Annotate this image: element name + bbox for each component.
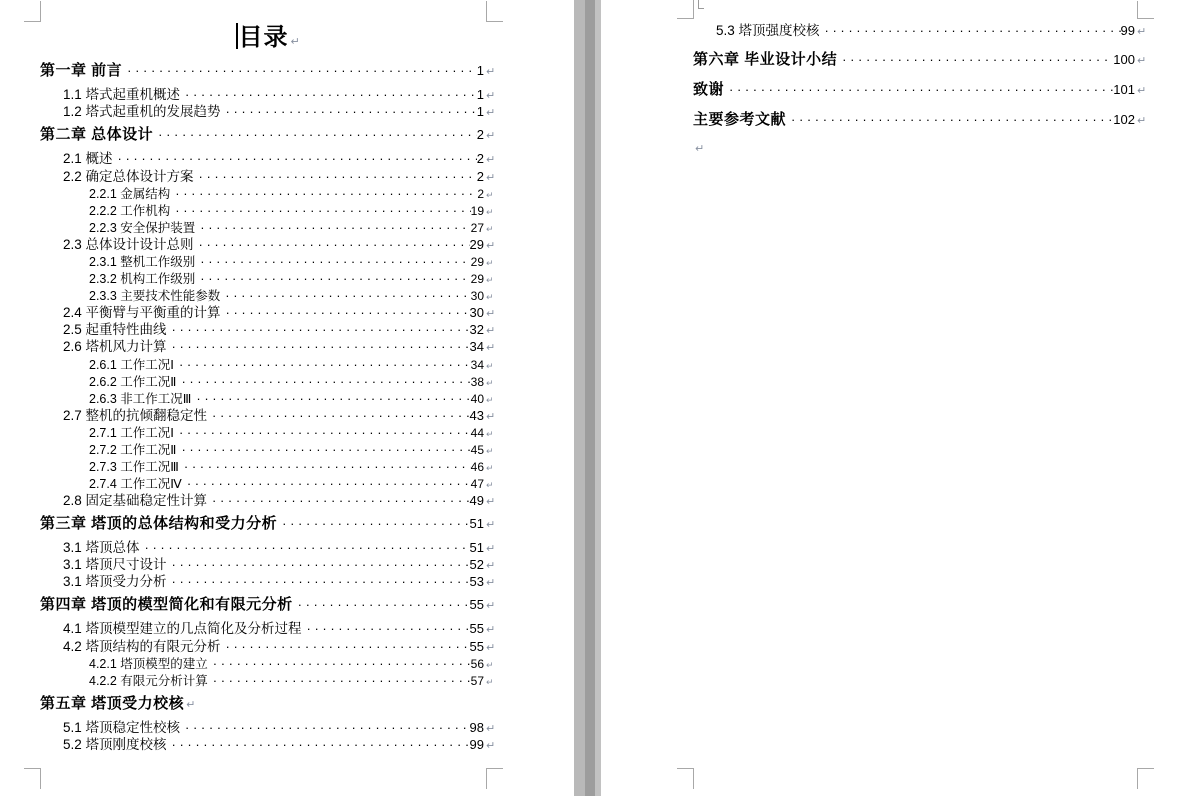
toc-entry-label: 2.3 总体设计设计总则 [63,236,194,252]
toc-entry-label: 2.4 平衡臂与平衡重的计算 [63,304,221,320]
toc-entry[interactable] [40,475,494,492]
toc-entry-label: 主要参考文献 [693,111,787,129]
toc-entry-page-number: 2 [476,127,484,143]
dot-leader [170,185,477,202]
crop-mark-bottom-right [486,768,503,789]
toc-entry-label: 4.1 塔顶模型建立的几点简化及分析过程 [63,621,302,637]
toc-entry-page-number: 46 [470,459,484,474]
paragraph-mark: ↵ [486,377,494,388]
toc-entry[interactable] [40,424,494,441]
toc-title-text: 目录 [238,24,289,51]
toc-entry-label: 第六章 毕业设计小结 [693,51,838,69]
dot-leader [167,321,470,338]
formatting-artifact-mark [698,0,704,9]
toc-entry-label: 2.1 概述 [63,151,113,167]
toc-entry-label: 5.1 塔顶稳定性校核 [63,719,181,735]
dot-leader [176,373,470,390]
crop-mark-top-right [486,1,503,22]
dot-leader [724,81,1113,99]
toc-entry-page-number: 51 [469,539,484,555]
paragraph-mark: ↵ [486,410,496,423]
page-gap-divider [574,0,601,796]
toc-entry-label: 2.6.3 非工作工况Ⅲ [89,391,192,406]
toc-entry-page-number: 34 [469,339,484,355]
toc-entry-page-number: 47 [470,476,484,491]
dot-leader [179,458,471,475]
crop-mark-top-left [24,1,41,22]
toc-entry-page-number: 43 [469,407,484,423]
paragraph-mark: ↵ [486,600,496,613]
toc-entry-page-number: 19 [470,203,484,218]
toc-list-page-2 [693,22,1147,158]
toc-entry[interactable] [40,620,496,637]
paragraph-mark: ↵ [290,36,300,48]
toc-entry[interactable] [40,304,496,321]
toc-entry-page-number: 38 [470,374,484,389]
toc-entry[interactable] [40,719,496,736]
toc-entry[interactable] [40,539,496,556]
toc-entry-page-number: 2 [477,186,484,201]
toc-entry-label: 3.1 塔顶尺寸设计 [63,557,167,573]
toc-entry-label: 第五章 塔顶受力校核 [40,694,185,712]
dot-leader [208,672,471,689]
toc-entry-label: 1.2 塔式起重机的发展趋势 [63,104,221,120]
paragraph-mark: ↵ [486,495,496,508]
document-page-2 [601,0,1197,796]
paragraph-mark: ↵ [486,445,494,456]
toc-entry[interactable] [40,556,496,573]
toc-entry-label: 2.6 塔机风力计算 [63,339,167,355]
crop-mark-bottom-left [677,768,694,789]
dot-leader [195,270,470,287]
toc-entry-page-number: 2 [476,151,484,167]
toc-entry-label: 2.2 确定总体设计方案 [63,168,194,184]
toc-entry-label: 第四章 塔顶的模型简化和有限元分析 [40,596,293,614]
toc-entry-label: 5.3 塔顶强度校核 [716,23,820,38]
toc-entry-page-number: 34 [470,357,484,372]
dot-leader [220,287,470,304]
paragraph-mark: ↵ [1137,115,1147,128]
toc-entry-page-number: 30 [470,288,484,303]
toc-entry-page-number: 32 [469,322,484,338]
toc-entry-label: 2.5 起重特性曲线 [63,322,167,338]
paragraph-mark: ↵ [486,274,494,285]
dot-leader [140,539,470,556]
toc-entry-page-number: 52 [469,557,484,573]
toc-entry-label: 1.1 塔式起重机概述 [63,87,181,102]
toc-entry[interactable] [693,22,1147,39]
dot-leader [113,150,477,167]
crop-mark-bottom-left [24,768,41,789]
toc-entry[interactable] [40,236,496,253]
paragraph-mark: ↵ [486,641,496,654]
toc-entry-label: 4.2.1 塔顶模型的建立 [89,656,208,671]
dot-leader [170,202,470,219]
dot-leader [302,620,470,637]
toc-entry-label: 4.2 塔顶结构的有限元分析 [63,638,221,654]
paragraph-mark: ↵ [486,462,494,473]
toc-entry-page-number: 1 [476,104,484,120]
toc-entry-page-number: 40 [470,391,484,406]
toc-entry[interactable] [40,356,494,373]
toc-entry-page-number: 57 [470,673,484,688]
toc-entry[interactable] [40,287,494,304]
toc-entry-page-number: 29 [469,236,484,252]
toc-entry[interactable] [40,573,496,590]
dot-leader [122,62,477,80]
toc-entry[interactable] [40,126,496,144]
dot-leader [153,126,477,144]
paragraph-mark: ↵ [486,154,496,167]
toc-entry-label: 2.2.1 金属结构 [89,186,171,201]
paragraph-mark: ↵ [486,107,496,120]
toc-list-page-1 [40,62,496,753]
paragraph-mark: ↵ [486,479,494,490]
toc-entry-label: 4.2.2 有限元分析计算 [89,673,208,688]
paragraph-mark: ↵ [486,189,494,200]
toc-entry[interactable] [40,150,496,167]
paragraph-mark: ↵ [1137,26,1147,38]
dot-leader [221,304,470,321]
paragraph-mark: ↵ [486,659,494,670]
toc-entry-label: 2.6.2 工作工况Ⅱ [89,374,177,389]
toc-entry-page-number: 1 [476,63,484,78]
text-cursor [236,23,238,49]
paragraph-mark: ↵ [486,130,496,143]
paragraph-mark: ↵ [486,394,494,405]
paragraph-mark: ↵ [486,676,494,687]
paragraph-mark: ↵ [486,722,496,735]
toc-entry-page-number: 2 [476,168,484,184]
toc-entry-label: 2.6.1 工作工况Ⅰ [89,357,174,372]
dot-leader [176,441,470,458]
toc-entry[interactable] [693,51,1147,69]
dot-leader [207,407,470,424]
paragraph-mark: ↵ [486,518,496,531]
toc-entry[interactable] [40,219,494,236]
dot-leader [167,556,470,573]
toc-entry[interactable] [40,253,494,270]
toc-entry-label: 第一章 前言 [40,62,123,79]
toc-entry-page-number: 30 [469,304,484,320]
dot-leader [820,22,1121,39]
empty-paragraph[interactable] [693,141,1137,158]
toc-entry-label: 2.2.3 安全保护装置 [89,220,196,235]
toc-entry-page-number: 45 [470,442,484,457]
toc-entry[interactable] [40,655,494,672]
toc-entry[interactable] [40,321,496,338]
paragraph-mark: ↵ [1137,85,1147,98]
toc-entry[interactable] [693,81,1147,99]
toc-entry[interactable] [40,596,496,614]
toc-entry-label: 2.7.3 工作工况Ⅲ [89,459,179,474]
dot-leader [837,51,1113,69]
toc-entry-label: 2.8 固定基础稳定性计算 [63,492,208,508]
paragraph-mark: ↵ [486,171,496,184]
toc-entry[interactable] [40,338,496,355]
toc-entry-page-number: 55 [469,638,484,654]
crop-mark-top-left [677,0,694,19]
dot-leader [293,596,470,614]
toc-entry-page-number: 29 [470,271,484,286]
toc-entry-page-number: 99 [469,737,484,752]
toc-entry-label: 2.7.2 工作工况Ⅱ [89,442,177,457]
paragraph-mark: ↵ [186,698,196,711]
dot-leader [174,424,471,441]
toc-entry-page-number: 49 [469,492,484,508]
toc-entry-page-number: 29 [470,254,484,269]
toc-entry-page-number: 99 [1120,23,1135,38]
toc-entry-label: 2.3.2 机构工作级别 [89,271,196,286]
toc-entry[interactable] [40,695,486,713]
paragraph-mark: ↵ [486,342,496,355]
dot-leader [221,638,470,655]
toc-entry[interactable] [40,62,496,80]
dot-leader [167,573,470,590]
toc-entry-page-number: 1 [476,87,484,102]
toc-entry-label: 2.3.1 整机工作级别 [89,254,196,269]
paragraph-mark: ↵ [486,325,496,338]
dot-leader [180,86,477,103]
toc-entry-page-number: 51 [469,515,484,531]
toc-entry-page-number: 98 [469,719,484,735]
toc-entry[interactable] [40,514,496,533]
paragraph-mark: ↵ [486,577,496,590]
dot-leader [194,236,470,253]
dot-leader [194,168,477,185]
toc-entry-label: 致谢 [693,81,725,99]
toc-entry[interactable] [40,736,496,753]
toc-entry-label: 2.2.2 工作机构 [89,203,171,218]
toc-entry-page-number: 55 [469,597,484,613]
toc-entry[interactable] [40,86,496,103]
toc-entry-page-number: 53 [469,574,484,590]
toc-entry-label: 2.7.4 工作工况Ⅳ [89,476,182,491]
toc-entry[interactable] [40,168,496,185]
toc-entry-label: 5.2 塔顶刚度校核 [63,737,167,752]
dot-leader [221,103,477,120]
toc-entry[interactable] [40,672,494,689]
paragraph-mark: ↵ [486,542,496,555]
toc-entry[interactable] [40,441,494,458]
paragraph-mark: ↵ [486,624,496,637]
paragraph-mark: ↵ [486,239,496,252]
toc-entry-page-number: 56 [470,656,484,671]
toc-entry-page-number: 27 [470,220,484,235]
toc-entry-label: 3.1 塔顶受力分析 [63,574,167,590]
dot-leader [207,492,470,509]
dot-leader [277,515,469,533]
toc-entry[interactable] [40,270,494,287]
crop-mark-bottom-right [1137,768,1154,789]
toc-entry[interactable] [693,111,1147,129]
dot-leader [167,338,470,355]
dot-leader [182,475,471,492]
paragraph-mark: ↵ [1137,55,1147,68]
dot-leader [195,219,470,236]
document-page-1 [0,0,574,796]
paragraph-mark: ↵ [486,307,496,320]
paragraph-mark: ↵ [486,360,494,371]
toc-entry-label: 2.7 整机的抗倾翻稳定性 [63,407,208,423]
paragraph-mark: ↵ [486,257,494,268]
toc-entry-label: 第三章 塔顶的总体结构和受力分析 [40,514,278,532]
toc-entry-label: 2.3.3 主要技术性能参数 [89,288,221,303]
toc-entry[interactable] [40,185,494,202]
toc-entry-page-number: 102 [1113,112,1135,128]
toc-entry-page-number: 101 [1113,82,1135,98]
dot-leader [174,356,471,373]
toc-entry[interactable] [40,390,494,407]
paragraph-mark: ↵ [486,206,494,217]
dot-leader [191,390,470,407]
dot-leader [167,736,470,753]
paragraph-mark: ↵ [486,223,494,234]
toc-entry[interactable] [40,407,496,424]
toc-title[interactable] [40,21,486,55]
dot-leader [786,111,1113,129]
toc-entry-page-number: 44 [470,425,484,440]
toc-entry-label: 第二章 总体设计 [40,126,154,144]
toc-entry[interactable] [40,103,496,120]
toc-entry-label: 3.1 塔顶总体 [63,539,140,555]
toc-entry[interactable] [40,458,494,475]
toc-entry[interactable] [40,638,496,655]
toc-entry-page-number: 55 [469,621,484,637]
paragraph-mark: ↵ [695,143,705,156]
dot-leader [208,655,471,672]
dot-leader [180,719,470,736]
paragraph-mark: ↵ [486,66,496,78]
paragraph-mark: ↵ [486,740,496,752]
toc-entry[interactable] [40,492,496,509]
toc-entry-page-number: 100 [1113,52,1135,68]
dot-leader [195,253,470,270]
paragraph-mark: ↵ [486,90,496,102]
toc-entry-label: 2.7.1 工作工况Ⅰ [89,425,174,440]
paragraph-mark: ↵ [486,428,494,439]
paragraph-mark: ↵ [486,560,496,573]
toc-entry[interactable] [40,373,494,390]
crop-mark-top-right [1137,1,1154,19]
paragraph-mark: ↵ [486,291,494,302]
toc-entry[interactable] [40,202,494,219]
